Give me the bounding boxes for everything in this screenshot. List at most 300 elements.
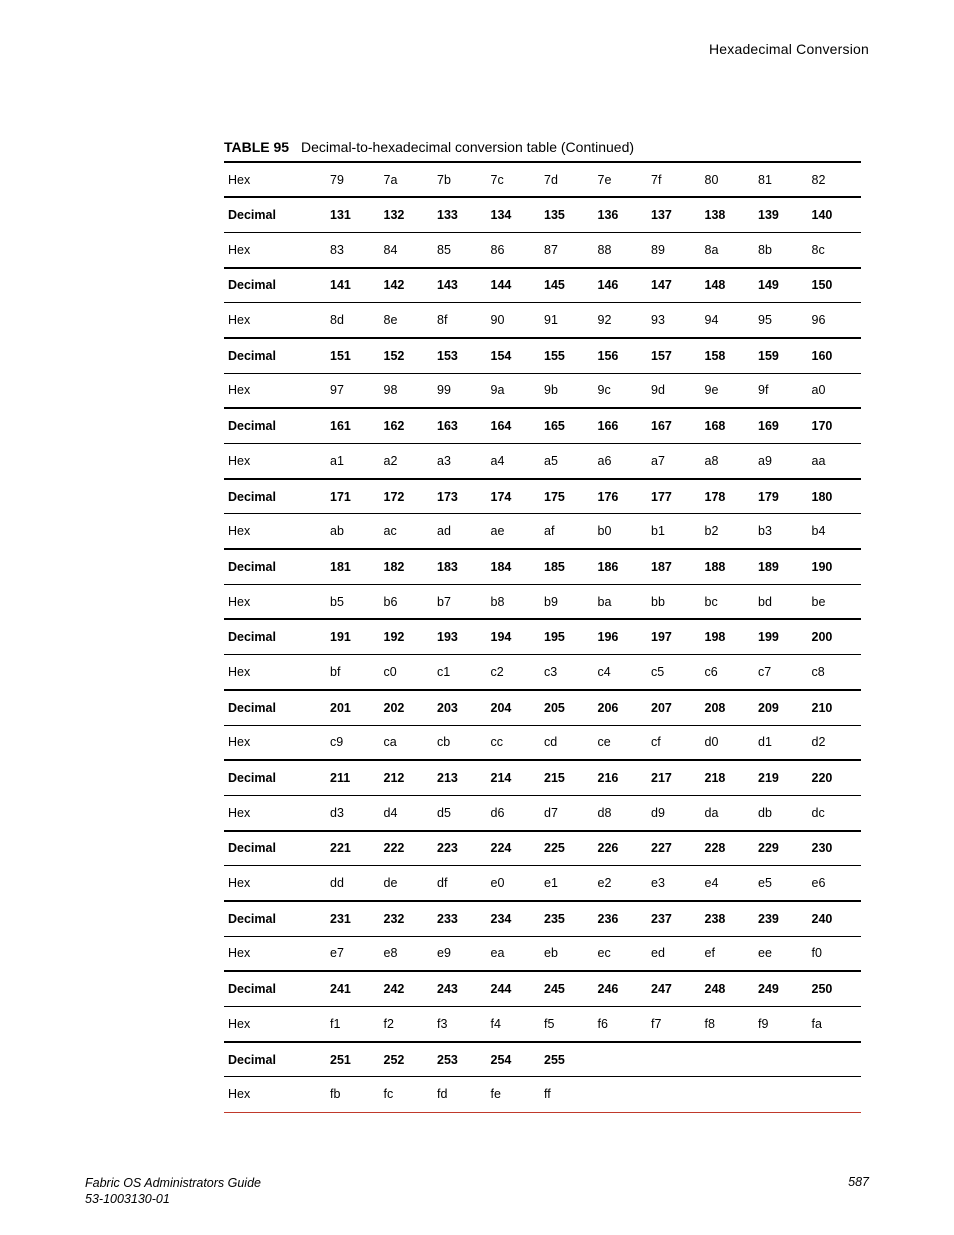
table-cell: 183 (437, 559, 458, 574)
table-cell: b4 (811, 524, 826, 539)
table-cell: 178 (704, 489, 726, 504)
table-cell: 180 (811, 489, 833, 504)
table-cell: 140 (811, 208, 833, 223)
table-cell: 90 (490, 313, 505, 328)
table-cell: fe (490, 1087, 501, 1102)
table-cell: b8 (490, 594, 505, 609)
table-cell: 195 (544, 630, 565, 645)
table-cell: 134 (490, 208, 512, 223)
table-cell: 196 (597, 630, 619, 645)
table-cell: 142 (383, 278, 405, 293)
table-cell: 132 (383, 208, 405, 223)
table-cell: 237 (651, 911, 672, 926)
table-cell: 212 (383, 771, 405, 786)
table-cell: 86 (490, 242, 505, 257)
table-cell: a0 (811, 383, 826, 398)
table-cell: bf (330, 664, 341, 679)
footer-doc-title: Fabric OS Administrators Guide (85, 1176, 261, 1190)
table-cell: 182 (383, 559, 405, 574)
table-cell: fa (811, 1016, 822, 1031)
table-cell: 155 (544, 348, 565, 363)
table-cell: 174 (490, 489, 512, 504)
table-cell: 9b (544, 383, 558, 398)
table-cell: 224 (490, 841, 512, 856)
table-cell: c4 (597, 664, 611, 679)
row-label: Hex (228, 1016, 251, 1031)
row-label: Hex (228, 453, 251, 468)
table-cell: a4 (490, 453, 505, 468)
table-cell: 8a (704, 242, 719, 257)
table-cell: f5 (544, 1016, 555, 1031)
table-title: Decimal-to-hexadecimal conversion table (Continued) (300, 139, 635, 155)
table-cell: e7 (330, 946, 344, 961)
table-cell: c7 (758, 664, 772, 679)
conversion-table-container (224, 161, 861, 1113)
table-cell: 197 (651, 630, 672, 645)
table-cell: 152 (383, 348, 405, 363)
table-cell: aa (811, 453, 826, 468)
hex-row (224, 373, 861, 408)
table-cell: 146 (597, 278, 619, 293)
table-cell: f1 (330, 1016, 341, 1031)
table-cell: b7 (437, 594, 451, 609)
table-cell: 151 (330, 348, 351, 363)
table-cell: 216 (597, 771, 619, 786)
row-label: Hex (228, 1087, 251, 1102)
table-cell: e6 (811, 876, 826, 891)
table-cell: bb (651, 594, 665, 609)
footer-doc-info (85, 1175, 261, 1207)
table-cell: dc (811, 805, 825, 820)
table-cell: 147 (651, 278, 672, 293)
table-cell: ea (490, 946, 505, 961)
table-cell (754, 1077, 808, 1112)
table-cell: 204 (490, 700, 512, 715)
table-cell: ba (597, 594, 612, 609)
table-cell: f2 (383, 1016, 394, 1031)
table-cell: 201 (330, 700, 351, 715)
table-cell: 9d (651, 383, 665, 398)
table-cell: b5 (330, 594, 344, 609)
table-cell (594, 1077, 648, 1112)
table-cell (647, 1077, 701, 1112)
table-cell (647, 1042, 701, 1077)
table-cell: 186 (597, 559, 619, 574)
table-cell: 207 (651, 700, 672, 715)
table-cell: d6 (490, 805, 505, 820)
table-cell: 136 (597, 208, 619, 223)
decimal-row (224, 549, 861, 584)
row-label: Decimal (228, 419, 276, 434)
hex-row (224, 162, 861, 197)
table-cell: b9 (544, 594, 558, 609)
table-cell: d3 (330, 805, 344, 820)
row-label: Decimal (228, 911, 276, 926)
hex-row (224, 232, 861, 267)
table-cell: 181 (330, 559, 351, 574)
table-cell: ed (651, 946, 665, 961)
table-cell: b6 (383, 594, 398, 609)
table-cell: 239 (758, 911, 779, 926)
table-cell: 150 (811, 278, 833, 293)
table-cell: 93 (651, 313, 665, 328)
table-cell: 231 (330, 911, 351, 926)
table-cell: 88 (597, 242, 612, 257)
row-label: Hex (228, 242, 251, 257)
table-cell: e0 (490, 876, 505, 891)
table-cell: 7b (437, 172, 451, 187)
decimal-row (224, 901, 861, 936)
table-cell: 8c (811, 242, 825, 257)
table-cell: 7f (651, 172, 662, 187)
table-cell: 213 (437, 771, 458, 786)
table-cell: 83 (330, 242, 344, 257)
decimal-row (224, 197, 861, 232)
table-cell: 199 (758, 630, 779, 645)
table-cell: d4 (383, 805, 398, 820)
table-cell: 189 (758, 559, 779, 574)
row-label: Decimal (228, 982, 276, 997)
table-cell: 8d (330, 313, 344, 328)
table-cell: 175 (544, 489, 565, 504)
table-cell: 95 (758, 313, 772, 328)
table-cell: 211 (330, 771, 351, 786)
row-label: Decimal (228, 630, 276, 645)
table-cell: 149 (758, 278, 779, 293)
table-cell: 153 (437, 348, 458, 363)
table-cell: c0 (383, 664, 397, 679)
table-cell: 144 (490, 278, 512, 293)
decimal-row (224, 971, 861, 1006)
table-cell: 9c (597, 383, 611, 398)
decimal-row (224, 479, 861, 514)
table-cell: 234 (490, 911, 512, 926)
table-cell: 238 (704, 911, 726, 926)
table-cell: 135 (544, 208, 565, 223)
table-cell: 145 (544, 278, 565, 293)
table-cell: 143 (437, 278, 458, 293)
table-cell: ab (330, 524, 344, 539)
table-cell: ff (544, 1087, 551, 1102)
table-cell: d9 (651, 805, 665, 820)
table-cell: 139 (758, 208, 779, 223)
table-cell: f8 (704, 1016, 715, 1031)
table-cell: 240 (811, 911, 833, 926)
table-cell: 176 (597, 489, 619, 504)
table-cell: e2 (597, 876, 612, 891)
table-cell: 154 (490, 348, 512, 363)
running-header: Hexadecimal Conversion (708, 41, 869, 57)
hex-row (224, 866, 861, 901)
table-cell: a1 (330, 453, 344, 468)
row-label: Decimal (228, 278, 276, 293)
table-cell: 81 (758, 172, 772, 187)
table-cell: f4 (490, 1016, 501, 1031)
table-cell: 203 (437, 700, 458, 715)
decimal-row (224, 619, 861, 654)
table-cell: a8 (704, 453, 719, 468)
table-cell: d1 (758, 735, 772, 750)
table-cell: 250 (811, 982, 833, 997)
table-cell: 249 (758, 982, 779, 997)
table-cell: cf (651, 735, 661, 750)
table-cell: be (811, 594, 826, 609)
decimal-row (224, 760, 861, 795)
table-cell: fd (437, 1087, 448, 1102)
table-cell: 187 (651, 559, 672, 574)
row-label: Decimal (228, 700, 276, 715)
table-cell: 192 (383, 630, 405, 645)
table-cell: 97 (330, 383, 344, 398)
table-cell: 7d (544, 172, 558, 187)
table-cell: 164 (490, 419, 512, 434)
table-cell: fb (330, 1087, 341, 1102)
table-cell: 159 (758, 348, 779, 363)
table-cell: 165 (544, 419, 565, 434)
table-cell: 148 (704, 278, 726, 293)
table-cell: 252 (383, 1052, 405, 1067)
row-label: Decimal (228, 208, 276, 223)
table-cell: 191 (330, 630, 351, 645)
table-cell: 248 (704, 982, 726, 997)
table-cell: 9e (704, 383, 719, 398)
row-label: Hex (228, 383, 251, 398)
table-cell: e8 (383, 946, 398, 961)
table-cell: 209 (758, 700, 779, 715)
table-cell: 251 (330, 1052, 351, 1067)
row-label: Hex (228, 946, 251, 961)
table-cell: 79 (330, 172, 344, 187)
table-cell: 242 (383, 982, 405, 997)
table-cell: a6 (597, 453, 612, 468)
table-cell: 215 (544, 771, 565, 786)
table-cell: c9 (330, 735, 344, 750)
table-cell: af (544, 524, 555, 539)
conversion-table-body (224, 162, 861, 1112)
table-cell: 138 (704, 208, 726, 223)
table-cell: 198 (704, 630, 726, 645)
table-cell: cb (437, 735, 451, 750)
table-cell: 9f (758, 383, 769, 398)
table-cell: 177 (651, 489, 672, 504)
conversion-table (224, 161, 861, 1113)
table-cell: ca (383, 735, 397, 750)
table-cell: 84 (383, 242, 398, 257)
row-label: Hex (228, 594, 251, 609)
table-cell: 98 (383, 383, 398, 398)
hex-row (224, 303, 861, 338)
footer-doc-number: 53-1003130-01 (85, 1192, 170, 1206)
table-cell (701, 1077, 755, 1112)
table-cell: 179 (758, 489, 779, 504)
decimal-row (224, 408, 861, 443)
table-cell: e4 (704, 876, 719, 891)
table-cell: 162 (383, 419, 405, 434)
table-cell: 218 (704, 771, 726, 786)
table-cell: 253 (437, 1052, 458, 1067)
table-cell: 245 (544, 982, 565, 997)
table-cell: 8e (383, 313, 398, 328)
hex-row (224, 936, 861, 971)
table-cell: 157 (651, 348, 672, 363)
table-cell: bd (758, 594, 772, 609)
row-label: Decimal (228, 841, 276, 856)
table-cell: 220 (811, 771, 833, 786)
hex-row (224, 1077, 861, 1112)
table-cell: ac (383, 524, 397, 539)
table-cell: 243 (437, 982, 458, 997)
table-cell: 160 (811, 348, 833, 363)
table-caption (224, 139, 634, 155)
table-cell: 185 (544, 559, 565, 574)
table-cell: f3 (437, 1016, 448, 1031)
table-cell: 96 (811, 313, 826, 328)
table-cell: 219 (758, 771, 779, 786)
table-cell: 217 (651, 771, 672, 786)
table-cell: a7 (651, 453, 665, 468)
table-cell: f9 (758, 1016, 769, 1031)
table-cell: a5 (544, 453, 558, 468)
row-label: Decimal (228, 489, 276, 504)
table-cell: eb (544, 946, 558, 961)
table-cell: c1 (437, 664, 451, 679)
table-cell: c3 (544, 664, 558, 679)
table-cell: 7e (597, 172, 612, 187)
table-cell: 247 (651, 982, 672, 997)
table-cell: 229 (758, 841, 779, 856)
table-cell: 158 (704, 348, 726, 363)
table-cell: 9a (490, 383, 505, 398)
table-cell: 206 (597, 700, 619, 715)
table-cell: 193 (437, 630, 458, 645)
table-cell: ef (704, 946, 715, 961)
decimal-row (224, 338, 861, 373)
table-cell: 169 (758, 419, 779, 434)
table-cell: e1 (544, 876, 558, 891)
row-label: Hex (228, 664, 251, 679)
table-cell: 99 (437, 383, 451, 398)
table-cell (701, 1042, 755, 1077)
table-cell (808, 1077, 862, 1112)
row-label: Decimal (228, 771, 276, 786)
decimal-row (224, 268, 861, 303)
row-label: Decimal (228, 559, 276, 574)
table-cell: 227 (651, 841, 672, 856)
hex-row (224, 1007, 861, 1042)
table-cell: 137 (651, 208, 672, 223)
hex-row (224, 795, 861, 830)
row-label: Hex (228, 735, 251, 750)
table-cell (808, 1042, 862, 1077)
table-cell: 254 (490, 1052, 512, 1067)
row-label: Decimal (228, 348, 276, 363)
table-cell: 221 (330, 841, 351, 856)
table-cell: 156 (597, 348, 619, 363)
table-cell: d8 (597, 805, 612, 820)
table-cell: 7a (383, 172, 398, 187)
table-cell: b0 (597, 524, 612, 539)
table-cell: 166 (597, 419, 619, 434)
table-cell: 225 (544, 841, 565, 856)
table-cell: 133 (437, 208, 458, 223)
row-label: Hex (228, 876, 251, 891)
table-cell: 80 (704, 172, 719, 187)
table-cell: c8 (811, 664, 825, 679)
hex-row (224, 655, 861, 690)
table-cell: 94 (704, 313, 719, 328)
row-label: Hex (228, 805, 251, 820)
table-cell: 168 (704, 419, 726, 434)
table-cell: b3 (758, 524, 772, 539)
hex-row (224, 514, 861, 549)
table-cell: e5 (758, 876, 772, 891)
table-cell: f0 (811, 946, 822, 961)
table-cell: c5 (651, 664, 665, 679)
footer-page-number: 587 (848, 1175, 869, 1189)
table-cell: 205 (544, 700, 565, 715)
table-cell: b2 (704, 524, 719, 539)
row-label: Hex (228, 313, 251, 328)
table-cell: 131 (330, 208, 351, 223)
table-cell: c6 (704, 664, 718, 679)
table-cell: 200 (811, 630, 833, 645)
table-cell: 235 (544, 911, 565, 926)
table-cell: 202 (383, 700, 405, 715)
table-cell: c2 (490, 664, 504, 679)
table-cell: 82 (811, 172, 826, 187)
hex-row (224, 725, 861, 760)
table-cell: 91 (544, 313, 558, 328)
hex-row (224, 444, 861, 479)
table-cell: 141 (330, 278, 351, 293)
table-cell: 232 (383, 911, 405, 926)
table-cell: ae (490, 524, 505, 539)
table-cell: 246 (597, 982, 619, 997)
table-cell: ee (758, 946, 772, 961)
table-number: TABLE 95 (224, 139, 290, 155)
table-cell: ad (437, 524, 451, 539)
table-cell: cc (490, 735, 503, 750)
table-cell: e9 (437, 946, 451, 961)
table-cell: 92 (597, 313, 612, 328)
table-cell: 172 (383, 489, 405, 504)
table-cell (754, 1042, 808, 1077)
table-cell (594, 1042, 648, 1077)
table-cell: d2 (811, 735, 826, 750)
table-cell: a2 (383, 453, 398, 468)
hex-row (224, 584, 861, 619)
row-label: Hex (228, 524, 251, 539)
table-cell: ce (597, 735, 611, 750)
table-cell: 244 (490, 982, 512, 997)
table-cell: de (383, 876, 398, 891)
table-cell: 184 (490, 559, 512, 574)
table-cell: 163 (437, 419, 458, 434)
table-cell: bc (704, 594, 718, 609)
table-cell: 8f (437, 313, 448, 328)
table-cell: 161 (330, 419, 351, 434)
table-cell: da (704, 805, 719, 820)
table-cell: 87 (544, 242, 558, 257)
table-cell: 223 (437, 841, 458, 856)
table-cell: cd (544, 735, 558, 750)
table-cell: 241 (330, 982, 351, 997)
table-cell: 8b (758, 242, 772, 257)
table-cell: 228 (704, 841, 726, 856)
decimal-row (224, 1042, 861, 1077)
table-cell: 208 (704, 700, 726, 715)
table-cell: 222 (383, 841, 405, 856)
